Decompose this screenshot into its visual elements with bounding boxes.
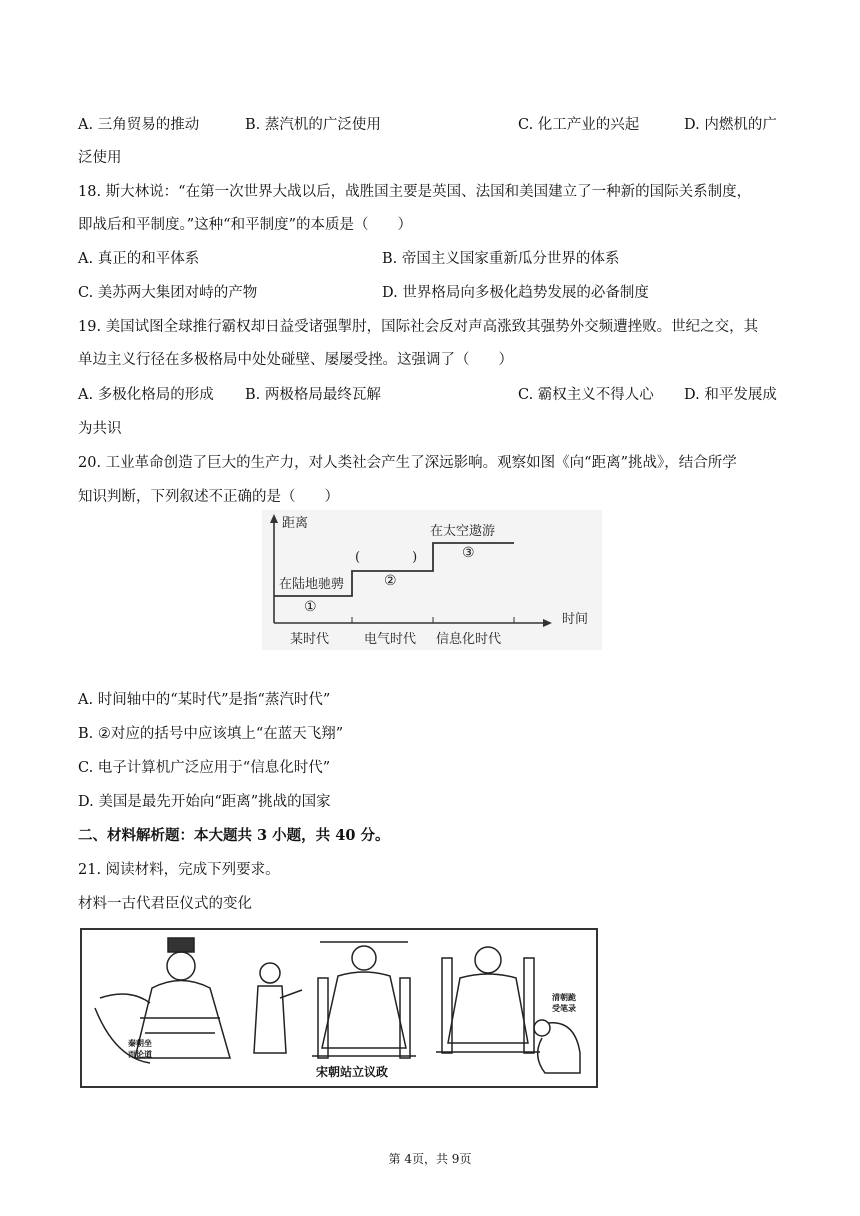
q18-stem-line1: 18. 斯大林说：“在第一次世界大战以后，战胜国主要是英国、法国和美国建立了一种新的国际关系制度， <box>78 184 752 200</box>
y-axis-label: 距离 <box>282 516 309 531</box>
q18-stem-line2: 即战后和平制度。”这种“和平制度”的本质是（ ） <box>78 217 412 233</box>
q17-option-d: D. 内燃机的广 <box>684 117 777 133</box>
step1-label: 在陆地驰骋 <box>279 577 345 592</box>
era-label-3: 信息化时代 <box>436 632 502 647</box>
q21-material-title: 材料一古代君臣仪式的变化 <box>78 896 252 912</box>
step3-label: 在太空遨游 <box>430 524 496 539</box>
step2-marker: ② <box>384 573 397 589</box>
q19-option-b: B. 两极格局最终瓦解 <box>245 387 381 403</box>
q20-stem-line2: 知识判断，下列叙述不正确的是（ ） <box>78 489 339 505</box>
caption-song: 宋朝站立议政 <box>316 1065 389 1079</box>
era-label-2: 电气时代 <box>364 632 417 647</box>
q17-option-d-continued: 泛使用 <box>78 150 122 166</box>
q19-option-c: C. 霸权主义不得人心 <box>518 387 654 403</box>
step3-marker: ③ <box>462 545 475 561</box>
q19-option-d-continued: 为共识 <box>78 421 122 437</box>
step2-label: ( ) <box>355 550 418 565</box>
caption-qing-line1: 清朝跪 <box>552 992 576 1002</box>
q19-option-d: D. 和平发展成 <box>684 387 777 403</box>
x-axis-label: 时间 <box>562 612 589 627</box>
q19-option-a: A. 多极化格局的形成 <box>78 387 214 403</box>
q20-option-c: C. 电子计算机广泛应用于“信息化时代” <box>78 760 331 776</box>
section-heading: 二、材料解析题：本大题共 3 小题，共 40 分。 <box>78 827 390 844</box>
caption-qin-line1: 秦朝坐 <box>128 1038 152 1048</box>
caption-qin-line2: 而论道 <box>128 1049 152 1059</box>
q20-option-b: B. ②对应的括号中应该填上“在蓝天飞翔” <box>78 726 344 742</box>
distance-challenge-figure <box>262 510 602 650</box>
q18-option-b: B. 帝国主义国家重新瓜分世界的体系 <box>382 251 620 267</box>
caption-qing-line2: 受笔录 <box>552 1003 576 1013</box>
q18-option-a: A. 真正的和平体系 <box>78 251 200 267</box>
era-label-1: 某时代 <box>290 632 330 647</box>
q19-stem-line2: 单边主义行径在多极格局中处处碰壁、屡屡受挫。这强调了（ ） <box>78 352 513 368</box>
q18-option-d: D. 世界格局向多极化趋势发展的必备制度 <box>382 285 649 301</box>
q19-stem-line1: 19. 美国试图全球推行霸权却日益受诸强掣肘，国际社会反对声高涨致其强势外交频遭挫败。世纪之交，其 <box>78 319 759 335</box>
q17-option-b: B. 蒸汽机的广泛使用 <box>245 117 381 133</box>
q20-option-a: A. 时间轴中的“某时代”是指“蒸汽时代” <box>78 692 331 708</box>
q20-option-d: D. 美国是最先开始向“距离”挑战的国家 <box>78 794 331 810</box>
q21-stem: 21. 阅读材料，完成下列要求。 <box>78 862 280 878</box>
court-ritual-illustration <box>80 928 598 1088</box>
q18-option-c: C. 美苏两大集团对峙的产物 <box>78 285 258 301</box>
q17-option-a: A. 三角贸易的推动 <box>78 117 200 133</box>
page-footer: 第 4页，共 9页 <box>388 1152 472 1166</box>
step1-marker: ① <box>304 599 317 615</box>
q20-stem-line1: 20. 工业革命创造了巨大的生产力，对人类社会产生了深远影响。观察如图《向“距离”挑战》，结合所学 <box>78 455 737 471</box>
q17-option-c: C. 化工产业的兴起 <box>518 117 640 133</box>
